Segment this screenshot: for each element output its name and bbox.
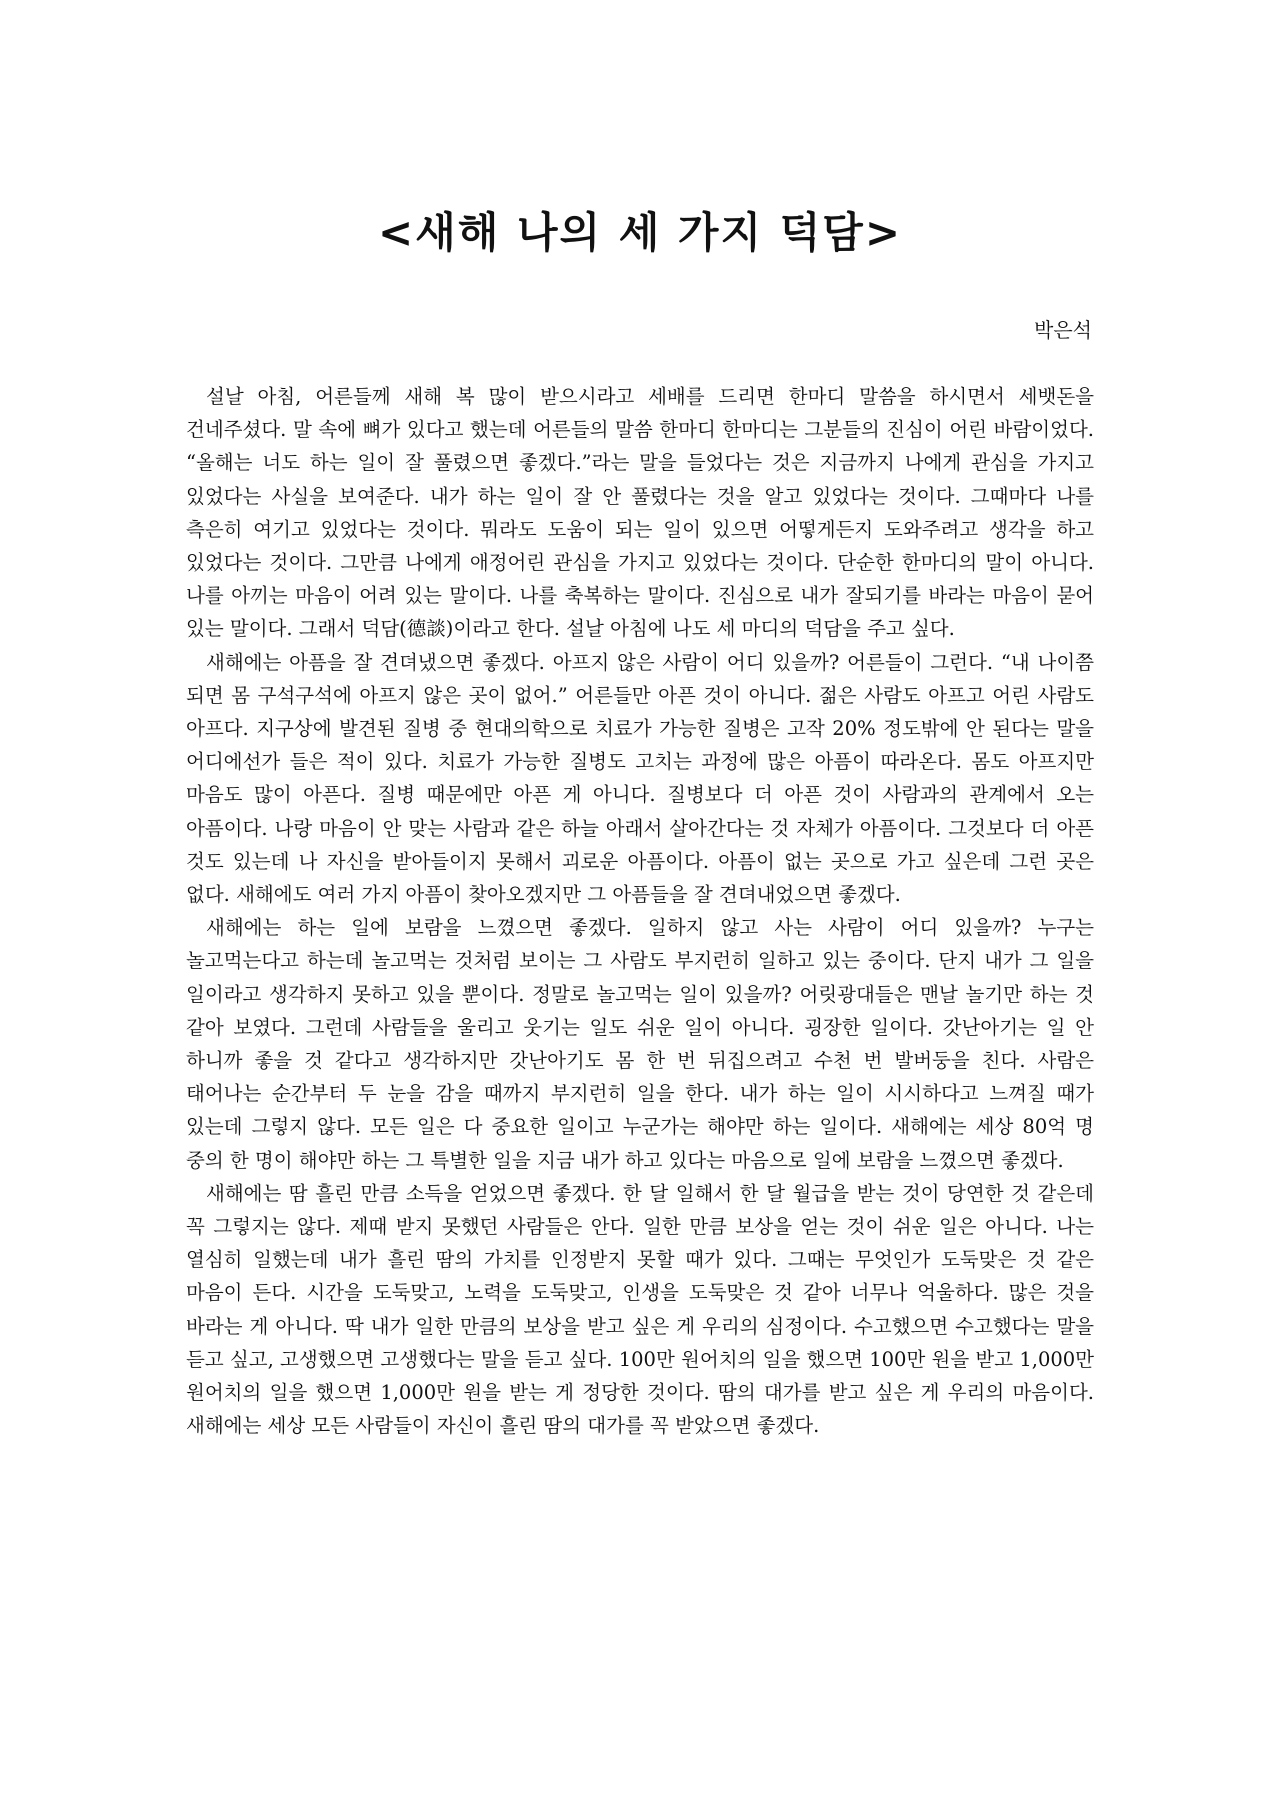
paragraph-intro: 설날 아침, 어른들께 새해 복 많이 받으시라고 세배를 드리면 한마디 말씀을 하시면서 세뱃돈을 건네주셨다. 말 속에 뼈가 있다고 했는데 어른들의 말씀 한마디 한마디는 그분들의 진심이 어린 바람이었다. “올해는 너도 하는 일이 잘 풀렸으면 좋겠다.”라는 말을 들었다는 것은 지금까지 나에게 관심을 가지고 있었다는 사실을 보여준다. 내가 하는 일이 잘 안 풀렸다는 것을 알고 있었다는 것이다. 그때마다 나를 측은히 여기고 있었다는 것이다. 뭐라도 도움이 되는 일이 있으면 어떻게든지 도와주려고 생각을 하고 있었다는 것이다. 그만큼 나에게 애정어린 관심을 가지고 있었다는 것이다. 단순한 한마디의 말이 아니다. 나를 아끼는 마음이 어려 있는 말이다. 나를 축복하는 말이다. 진심으로 내가 잘되기를 바라는 마음이 묻어 있는 말이다. 그래서 덕담(德談)이라고 한다. 설날 아침에 나도 세 마디의 덕담을 주고 싶다. — [186, 385, 1094, 641]
document-body — [186, 380, 1094, 1443]
author-name: 박은석 — [1034, 318, 1092, 342]
paragraph-reward: 새해에는 땀 흘린 만큼 소득을 얻었으면 좋겠다. 한 달 일해서 한 달 월급을 받는 것이 당연한 것 같은데 꼭 그렇지는 않다. 제때 받지 못했던 사람들은 안다. 일한 만큼 보상을 얻는 것이 쉬운 일은 아니다. 나는 열심히 일했는데 내가 흘린 땀의 가치를 인정받지 못할 때가 있다. 그때는 무엇인가 도둑맞은 것 같은 마음이 든다. 시간을 도둑맞고, 노력을 도둑맞고, 인생을 도둑맞은 것 같아 너무나 억울하다. 많은 것을 바라는 게 아니다. 딱 내가 일한 만큼의 보상을 받고 싶은 게 우리의 심정이다. 수고했으면 수고했다는 말을 듣고 싶고, 고생했으면 고생했다는 말을 듣고 싶다. 100만 원어치의 일을 했으면 100만 원을 받고 1,000만 원어치의 일을 했으면 1,000만 원을 받는 게 정당한 것이다. 땀의 대가를 받고 싶은 게 우리의 마음이다. 새해에는 세상 모든 사람들이 자신이 흘린 땀의 대가를 꼭 받았으면 좋겠다. — [186, 1181, 1094, 1438]
document-title: <새해 나의 세 가지 덕담> — [377, 208, 903, 257]
paragraph-pain: 새해에는 아픔을 잘 견뎌냈으면 좋겠다. 아프지 않은 사람이 어디 있을까? 어른들이 그런다. “내 나이쯤 되면 몸 구석구석에 아프지 않은 곳이 없어.” 어른들만 아픈 것이 아니다. 젊은 사람도 아프고 어린 사람도 아프다. 지구상에 발견된 질병 중 현대의학으로 치료가 가능한 질병은 고작 20% 정도밖에 안 된다는 말을 어디에선가 들은 적이 있다. 치료가 가능한 질병도 고치는 과정에 많은 아픔이 따라온다. 몸도 아프지만 마음도 많이 아픈다. 질병 때문에만 아픈 게 아니다. 질병보다 더 아픈 것이 사람과의 관계에서 오는 아픔이다. 나랑 마음이 안 맞는 사람과 같은 하늘 아래서 살아간다는 것 자체가 아픔이다. 그것보다 더 아픈 것도 있는데 나 자신을 받아들이지 못해서 괴로운 아픔이다. 아픔이 없는 곳으로 가고 싶은데 그런 곳은 없다. 새해에도 여러 가지 아픔이 찾아오겠지만 그 아픔들을 잘 견뎌내었으면 좋겠다. — [186, 650, 1094, 907]
paragraph-work: 새해에는 하는 일에 보람을 느꼈으면 좋겠다. 일하지 않고 사는 사람이 어디 있을까? 누구는 놀고먹는다고 하는데 놀고먹는 것처럼 보이는 그 사람도 부지런히 일하고 있는 중이다. 단지 내가 그 일을 일이라고 생각하지 못하고 있을 뿐이다. 정말로 놀고먹는 일이 있을까? 어릿광대들은 맨날 놀기만 하는 것 같아 보였다. 그런데 사람들을 울리고 웃기는 일도 쉬운 일이 아니다. 굉장한 일이다. 갓난아기는 일 안 하니까 좋을 것 같다고 생각하지만 갓난아기도 몸 한 번 뒤집으려고 수천 번 발버둥을 친다. 사람은 태어나는 순간부터 두 눈을 감을 때까지 부지런히 일을 한다. 내가 하는 일이 시시하다고 느껴질 때가 있는데 그렇지 않다. 모든 일은 다 중요한 일이고 누군가는 해야만 하는 일이다. 새해에는 세상 80억 명 중의 한 명이 해야만 하는 그 특별한 일을 지금 내가 하고 있다는 마음으로 일에 보람을 느꼈으면 좋겠다. — [186, 916, 1094, 1172]
